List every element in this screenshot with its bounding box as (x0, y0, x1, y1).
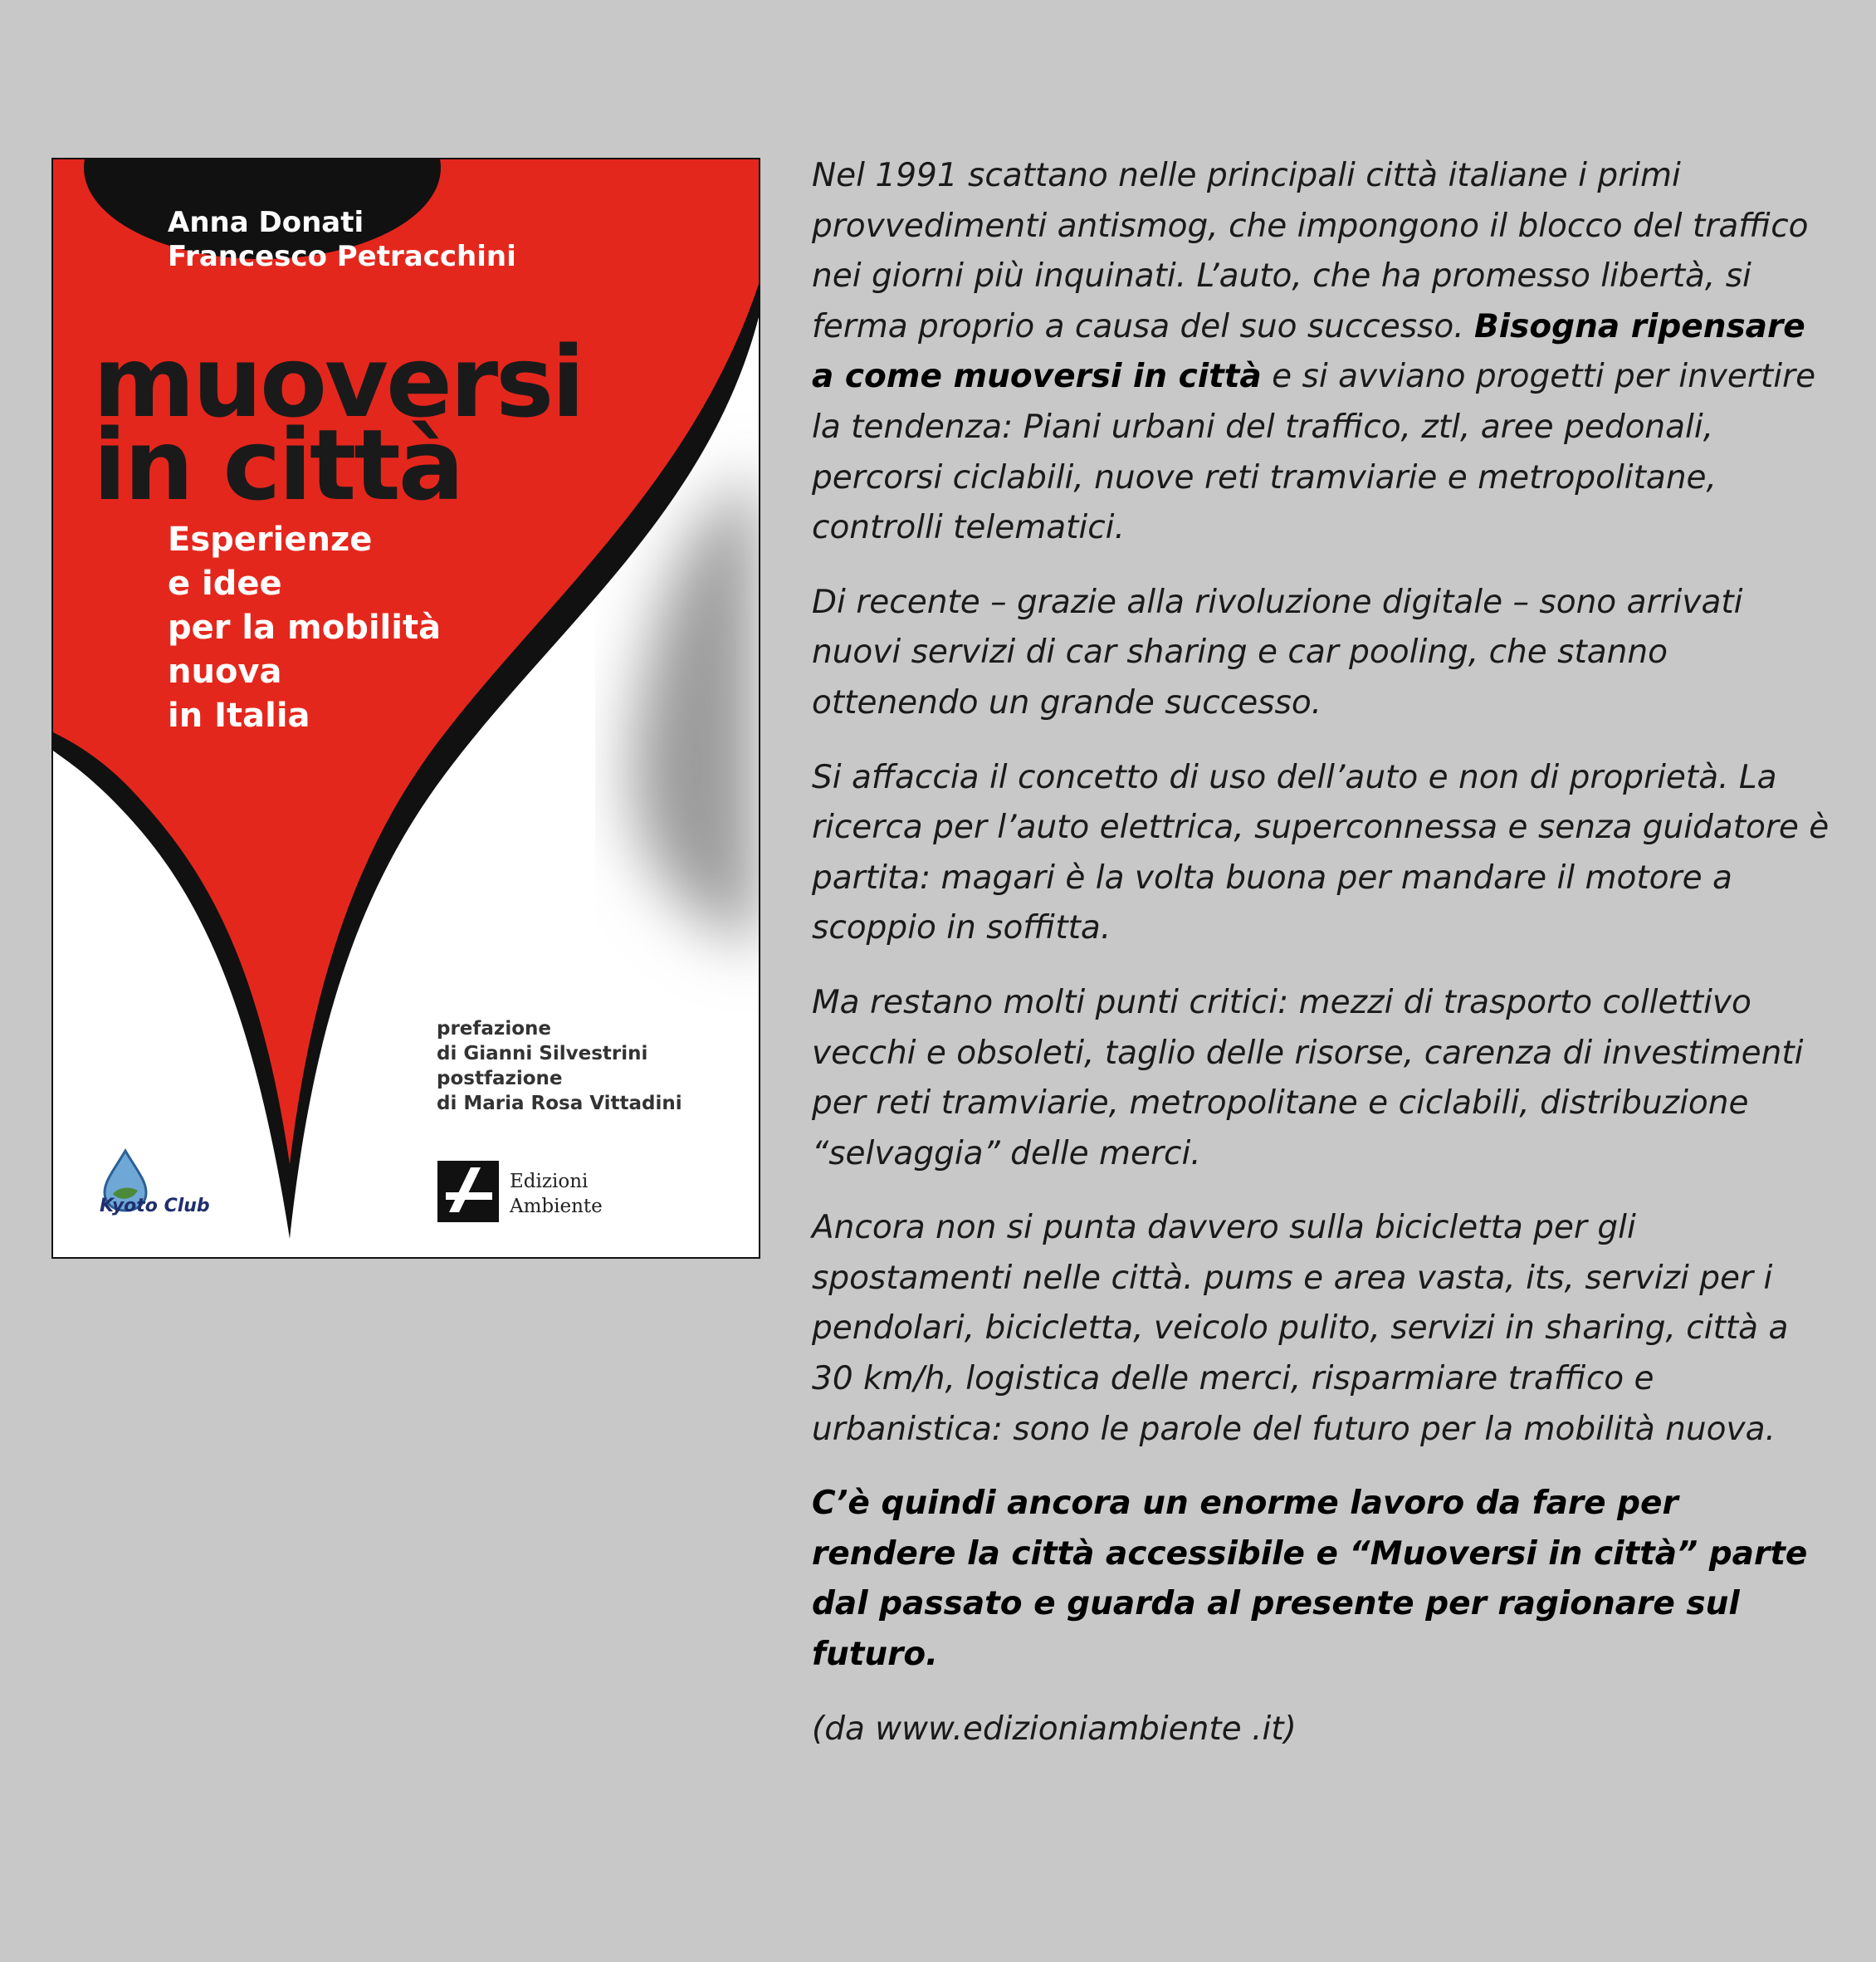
paragraph: Ma restano molti punti critici: mezzi di trasporto collettivo vecchi e obsoleti, taglio delle risorse, carenza di investimenti per reti tramviarie, metropolitane e ciclabili, distribuzione “selvaggia” delle merci. (812, 983, 1804, 1172)
paragraph-text: Nel 1991 scattano nelle principali città italiane i primi provvedimenti antismog, che impongono il blocco del traffico nei giorni più inquinati. L’auto, che ha promesso libertà, si ferma proprio a causa del suo successo. (812, 157, 1809, 345)
kyoto-club-label: Kyoto Club (100, 1196, 210, 1216)
paragraph: Ancora non si punta davvero sulla bicicletta per gli spostamenti nelle città. pums e area vasta, its, servizi per i pendolari, bicicletta, veicolo pulito, servizi in sharing, città a 30 km/h, logistica delle merci, risparmiare traffico e urbanistica: sono le parole del futuro per la mobilità nuova. (812, 1209, 1789, 1448)
cover-subtitle (168, 518, 441, 738)
cover-shadow (633, 475, 759, 948)
cover-subtitle-line: Esperienze (168, 521, 373, 559)
publisher-line: Edizioni (510, 1171, 589, 1192)
paragraph: Si affaccia il concetto di uso dell’auto e non di proprietà. La ricerca per l’auto elettrica, superconnessa e senza guidatore è partita: magari è la volta buona per mandare il motore a scoppio in soffitta. (812, 758, 1830, 947)
cover-subtitle-line: e idee (168, 565, 282, 603)
author-name: Francesco Petracchini (168, 240, 516, 273)
cover-title-line: in città (93, 408, 462, 522)
closing-paragraph: C’è quindi ancora un enorme lavoro da fare per rendere la città accessibile e “Muoversi in città” parte dal passato e guarda al presente per ragionare sul futuro. (812, 1485, 1808, 1674)
publisher-line: Ambiente (510, 1196, 603, 1217)
emphasis-text: Bisogna ripensare a come muoversi in città (812, 307, 1805, 396)
source-note: (da www.edizioniambiente .it) (812, 1710, 1297, 1748)
cover-subtitle-line: nuova (168, 653, 282, 691)
book-cover (51, 158, 760, 1259)
article-text (812, 151, 1833, 1779)
publisher-name (510, 1169, 603, 1219)
paragraph (812, 151, 1833, 554)
paragraph-text: e si avviano progetti per invertire la tendenza: Piani urbani del traffico, ztl, aree pedonali, percorsi ciclabili, nuove reti tramviarie e metropolitane, controlli telematici. (812, 358, 1816, 547)
paragraph: Di recente – grazie alla rivoluzione digitale – sono arrivati nuovi servizi di car sharing e car pooling, che stanno ottenendo un grande successo. (812, 583, 1743, 722)
credit-line: postfazione (437, 1068, 563, 1089)
credit-line: di Gianni Silvestrini (437, 1043, 648, 1064)
credit-line: prefazione (437, 1018, 551, 1040)
credit-line: di Maria Rosa Vittadini (437, 1093, 682, 1114)
cover-title-line: muoversi (93, 325, 583, 439)
author-name: Anna Donati (168, 206, 364, 239)
cover-subtitle-line: in Italia (168, 697, 310, 735)
cover-subtitle-line: per la mobilità (168, 609, 442, 647)
cover-title (93, 325, 583, 522)
edizioni-ambiente-logo-icon (437, 1161, 499, 1222)
cover-authors (168, 206, 516, 274)
cover-credits (437, 1016, 682, 1116)
